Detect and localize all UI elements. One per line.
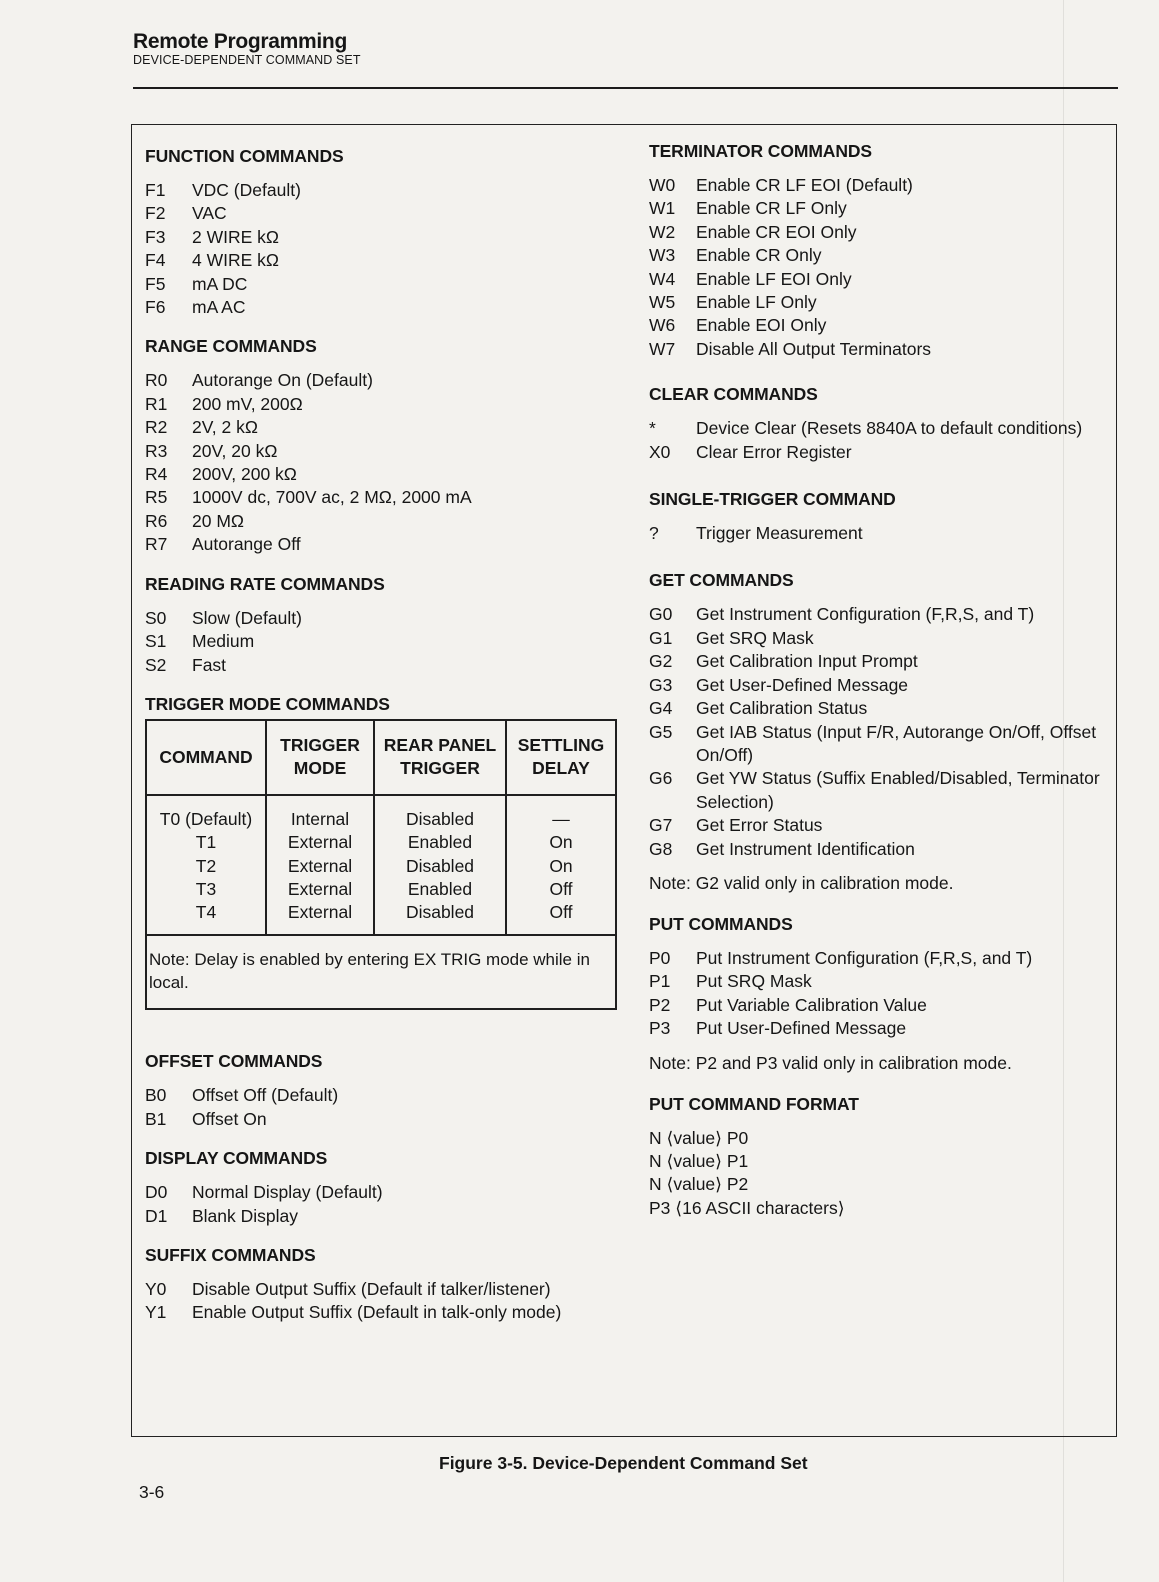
command-row — [145, 654, 615, 677]
command-list — [649, 522, 1119, 545]
command-row — [649, 697, 1119, 720]
command-description: Normal Display (Default) — [192, 1182, 383, 1203]
command-code: D0 — [145, 1182, 168, 1203]
command-code: W5 — [649, 292, 676, 313]
section-title: TRIGGER MODE COMMANDS — [145, 693, 390, 714]
command-code: G1 — [649, 627, 673, 648]
command-description: Put SRQ Mask — [696, 971, 812, 992]
command-code: R0 — [145, 370, 168, 391]
cell-delay: — — [552, 808, 570, 829]
command-row — [649, 1017, 1119, 1040]
command-code: G4 — [649, 698, 673, 719]
command-row — [145, 1181, 615, 1204]
cell-delay: On — [549, 832, 573, 853]
command-code: W4 — [649, 268, 676, 289]
command-description: Autorange On (Default) — [192, 370, 373, 391]
section-title: CLEAR COMMANDS — [649, 384, 818, 405]
command-code: S0 — [145, 607, 167, 628]
command-row — [649, 814, 1119, 837]
section-title: GET COMMANDS — [649, 570, 794, 591]
command-code: W1 — [649, 198, 676, 219]
command-row — [145, 393, 615, 416]
command-description: 2V, 2 kΩ — [192, 417, 258, 438]
command-description: Put Variable Calibration Value — [696, 994, 927, 1015]
command-description: Autorange Off — [192, 534, 301, 555]
command-row — [649, 994, 1119, 1017]
command-description: 1000V dc, 700V ac, 2 MΩ, 2000 mA — [192, 487, 472, 508]
col-header-settling-delay: SETTLING DELAY — [506, 721, 615, 795]
command-description: Get IAB Status (Input F/R, Autorange On/Off, Offset On/Off) — [696, 721, 1097, 765]
command-row — [145, 630, 615, 653]
left-column — [145, 145, 615, 1341]
cell-rear: Disabled — [374, 901, 506, 934]
table-row — [147, 901, 615, 934]
command-row — [649, 767, 1119, 814]
table-row — [147, 831, 615, 854]
command-description: Get User-Defined Message — [696, 674, 909, 695]
command-description: Device Clear (Resets 8840A to default conditions) — [696, 418, 1083, 439]
command-description: Enable CR LF Only — [696, 198, 847, 219]
command-description: Disable Output Suffix (Default if talker/listener) — [192, 1279, 551, 1300]
command-description: Get Calibration Input Prompt — [696, 651, 918, 672]
section-title: DISPLAY COMMANDS — [145, 1148, 328, 1169]
command-row — [649, 221, 1119, 244]
command-description: Get SRQ Mask — [696, 627, 814, 648]
section-title: RANGE COMMANDS — [145, 336, 317, 357]
command-list — [649, 417, 1119, 464]
command-list — [145, 1084, 615, 1131]
command-code: W0 — [649, 175, 676, 195]
command-row — [145, 249, 615, 272]
command-code: S2 — [145, 654, 167, 675]
command-row — [649, 197, 1119, 220]
display-section — [145, 1147, 615, 1228]
command-code: G8 — [649, 838, 673, 859]
command-list — [649, 174, 1119, 361]
section-title: OFFSET COMMANDS — [145, 1051, 323, 1072]
command-code: G5 — [649, 721, 673, 742]
command-code: Y1 — [145, 1302, 167, 1323]
command-row — [145, 1301, 615, 1324]
command-code: P1 — [649, 971, 671, 992]
command-row — [145, 179, 615, 202]
command-row — [145, 296, 615, 319]
cell-mode: Internal — [266, 795, 374, 831]
command-description: 20 MΩ — [192, 510, 244, 531]
command-description: Enable CR LF EOI (Default) — [696, 175, 913, 195]
command-description: 2 WIRE kΩ — [192, 226, 279, 247]
command-row — [145, 463, 615, 486]
put-note: Note: P2 and P3 valid only in calibration mode. — [649, 1052, 1012, 1073]
cell-command: T1 — [147, 831, 266, 854]
cell-command: T2 — [147, 855, 266, 878]
col-header-trigger-mode: TRIGGER MODE — [266, 721, 374, 795]
command-code: * — [649, 418, 656, 439]
command-code: F3 — [145, 226, 166, 247]
command-code: Y0 — [145, 1279, 167, 1300]
command-row — [649, 291, 1119, 314]
command-code: G7 — [649, 815, 673, 836]
command-row — [145, 226, 615, 249]
command-description: Get Instrument Configuration (F,R,S, and T) — [696, 604, 1035, 625]
cell-delay: Off — [549, 878, 573, 899]
command-description: Get Calibration Status — [696, 698, 868, 719]
command-description: Offset Off (Default) — [192, 1085, 339, 1106]
command-description: VDC (Default) — [192, 180, 301, 200]
command-description: Fast — [192, 654, 227, 675]
command-code: F2 — [145, 203, 166, 224]
cell-command: T4 — [147, 901, 266, 934]
format-line: P3 ⟨16 ASCII characters⟩ — [649, 1197, 845, 1218]
cell-rear: Enabled — [374, 878, 506, 901]
section-title: SUFFIX COMMANDS — [145, 1245, 316, 1266]
cell-mode: External — [266, 855, 374, 878]
command-row — [649, 174, 1119, 197]
command-row — [145, 607, 615, 630]
command-code: F6 — [145, 297, 166, 318]
command-list — [145, 369, 615, 556]
command-description: Put Instrument Configuration (F,R,S, and T) — [696, 947, 1033, 968]
format-line: N ⟨value⟩ P0 — [649, 1127, 749, 1148]
command-code: W3 — [649, 245, 676, 266]
trigger-section — [145, 693, 615, 1010]
header-subtitle: DEVICE-DEPENDENT COMMAND SET — [133, 53, 361, 67]
command-description: mA DC — [192, 273, 248, 294]
command-code: B0 — [145, 1085, 167, 1106]
command-description: Slow (Default) — [192, 607, 302, 628]
command-description: Get YW Status (Suffix Enabled/Disabled, Terminator Selection) — [696, 768, 1100, 812]
command-description: 200V, 200 kΩ — [192, 464, 297, 485]
command-row — [145, 533, 615, 556]
function-section — [145, 145, 615, 319]
command-description: Enable Output Suffix (Default in talk-only mode) — [192, 1302, 562, 1323]
command-list — [649, 947, 1119, 1041]
command-row — [649, 268, 1119, 291]
command-list — [145, 607, 615, 677]
command-code: F4 — [145, 250, 166, 271]
command-code: S1 — [145, 631, 167, 652]
terminator-section — [649, 140, 1119, 361]
reading-rate-section — [145, 573, 615, 677]
range-section — [145, 335, 615, 556]
command-row — [145, 486, 615, 509]
get-note: Note: G2 valid only in calibration mode. — [649, 872, 954, 893]
section-title: FUNCTION COMMANDS — [145, 146, 344, 166]
command-row — [145, 510, 615, 533]
command-list — [145, 1278, 615, 1325]
command-description: Offset On — [192, 1108, 267, 1129]
command-description: Enable LF EOI Only — [696, 268, 852, 289]
suffix-section — [145, 1244, 615, 1325]
command-row — [145, 273, 615, 296]
header-rule — [133, 87, 1118, 89]
command-description: 200 mV, 200Ω — [192, 393, 303, 414]
command-row — [649, 522, 1119, 545]
page-number: 3-6 — [139, 1482, 165, 1502]
command-description: Clear Error Register — [696, 441, 852, 462]
command-code: R7 — [145, 534, 168, 555]
command-description: Put User-Defined Message — [696, 1018, 907, 1039]
right-column — [649, 140, 1119, 1236]
command-row — [145, 416, 615, 439]
command-row — [145, 1108, 615, 1131]
cell-command: T0 (Default) — [147, 795, 266, 831]
command-code: F1 — [145, 180, 166, 200]
command-description: VAC — [192, 203, 227, 224]
cell-rear: Disabled — [374, 795, 506, 831]
command-description: Get Error Status — [696, 815, 823, 836]
cell-mode: External — [266, 878, 374, 901]
command-row — [649, 417, 1119, 440]
command-code: W7 — [649, 338, 676, 359]
section-title: TERMINATOR COMMANDS — [649, 141, 872, 161]
command-row — [145, 1205, 615, 1228]
command-code: W6 — [649, 315, 676, 336]
format-line: N ⟨value⟩ P1 — [649, 1150, 749, 1171]
command-code: B1 — [145, 1108, 167, 1129]
command-row — [649, 721, 1119, 768]
command-row — [649, 627, 1119, 650]
command-row — [649, 603, 1119, 626]
command-row — [145, 369, 615, 392]
cell-command: T3 — [147, 878, 266, 901]
format-line: N ⟨value⟩ P2 — [649, 1174, 749, 1195]
command-code: G0 — [649, 604, 673, 625]
command-code: G3 — [649, 674, 673, 695]
table-row — [147, 795, 615, 831]
offset-section — [145, 1050, 615, 1131]
command-row — [649, 338, 1119, 361]
command-description: Enable CR EOI Only — [696, 221, 857, 242]
command-row — [649, 674, 1119, 697]
command-description: Enable EOI Only — [696, 315, 827, 336]
command-row — [649, 441, 1119, 464]
command-row — [649, 970, 1119, 993]
put-format-section — [649, 1093, 1119, 1221]
table-row — [147, 878, 615, 901]
command-code: D1 — [145, 1205, 168, 1226]
command-row — [145, 1084, 615, 1107]
figure-caption: Figure 3-5. Device-Dependent Command Set — [439, 1453, 808, 1473]
cell-rear: Disabled — [374, 855, 506, 878]
command-description: Enable CR Only — [696, 245, 822, 266]
section-title: PUT COMMANDS — [649, 913, 793, 934]
command-list — [649, 603, 1119, 860]
header-title: Remote Programming — [133, 30, 347, 53]
cell-mode: External — [266, 901, 374, 934]
command-row — [649, 244, 1119, 267]
cell-delay: On — [549, 855, 573, 876]
single-trigger-section — [649, 488, 1119, 545]
put-section — [649, 913, 1119, 1075]
get-section — [649, 569, 1119, 894]
command-description: mA AC — [192, 297, 246, 318]
command-description: 4 WIRE kΩ — [192, 250, 279, 271]
command-description: 20V, 20 kΩ — [192, 440, 278, 461]
trigger-mode-table — [145, 719, 617, 1010]
clear-section — [649, 383, 1119, 464]
command-code: R5 — [145, 487, 168, 508]
table-row — [147, 855, 615, 878]
command-code: P3 — [649, 1018, 671, 1039]
command-code: R3 — [145, 440, 168, 461]
command-row — [649, 947, 1119, 970]
section-title: PUT COMMAND FORMAT — [649, 1093, 859, 1114]
section-title: SINGLE-TRIGGER COMMAND — [649, 489, 896, 510]
command-list — [145, 179, 615, 319]
command-description: Get Instrument Identification — [696, 838, 915, 859]
command-row — [145, 440, 615, 463]
command-code: F5 — [145, 273, 166, 294]
col-header-rear-panel: REAR PANEL TRIGGER — [374, 721, 506, 795]
command-code: P2 — [649, 994, 671, 1015]
command-description: Medium — [192, 631, 255, 652]
command-code: W2 — [649, 221, 676, 242]
command-description: Trigger Measurement — [696, 523, 863, 544]
trigger-note: Note: Delay is enabled by entering EX TRIG mode while in local. — [147, 934, 615, 1008]
command-code: G6 — [649, 768, 673, 789]
command-code: ? — [649, 523, 659, 544]
command-code: R1 — [145, 393, 168, 414]
command-description: Enable LF Only — [696, 292, 817, 313]
command-row — [649, 838, 1119, 861]
command-list — [145, 1181, 615, 1228]
col-header-command: COMMAND — [147, 721, 266, 795]
cell-mode: External — [266, 831, 374, 854]
command-row — [649, 314, 1119, 337]
section-title: READING RATE COMMANDS — [145, 573, 385, 594]
command-code: R2 — [145, 417, 168, 438]
command-row — [145, 202, 615, 225]
cell-rear: Enabled — [374, 831, 506, 854]
command-row — [649, 650, 1119, 673]
command-code: G2 — [649, 651, 673, 672]
command-code: P0 — [649, 947, 671, 968]
command-description: Disable All Output Terminators — [696, 338, 932, 359]
command-description: Blank Display — [192, 1205, 299, 1226]
command-code: R6 — [145, 510, 168, 531]
command-code: R4 — [145, 464, 168, 485]
command-row — [145, 1278, 615, 1301]
command-code: X0 — [649, 441, 671, 462]
cell-delay: Off — [549, 902, 573, 923]
